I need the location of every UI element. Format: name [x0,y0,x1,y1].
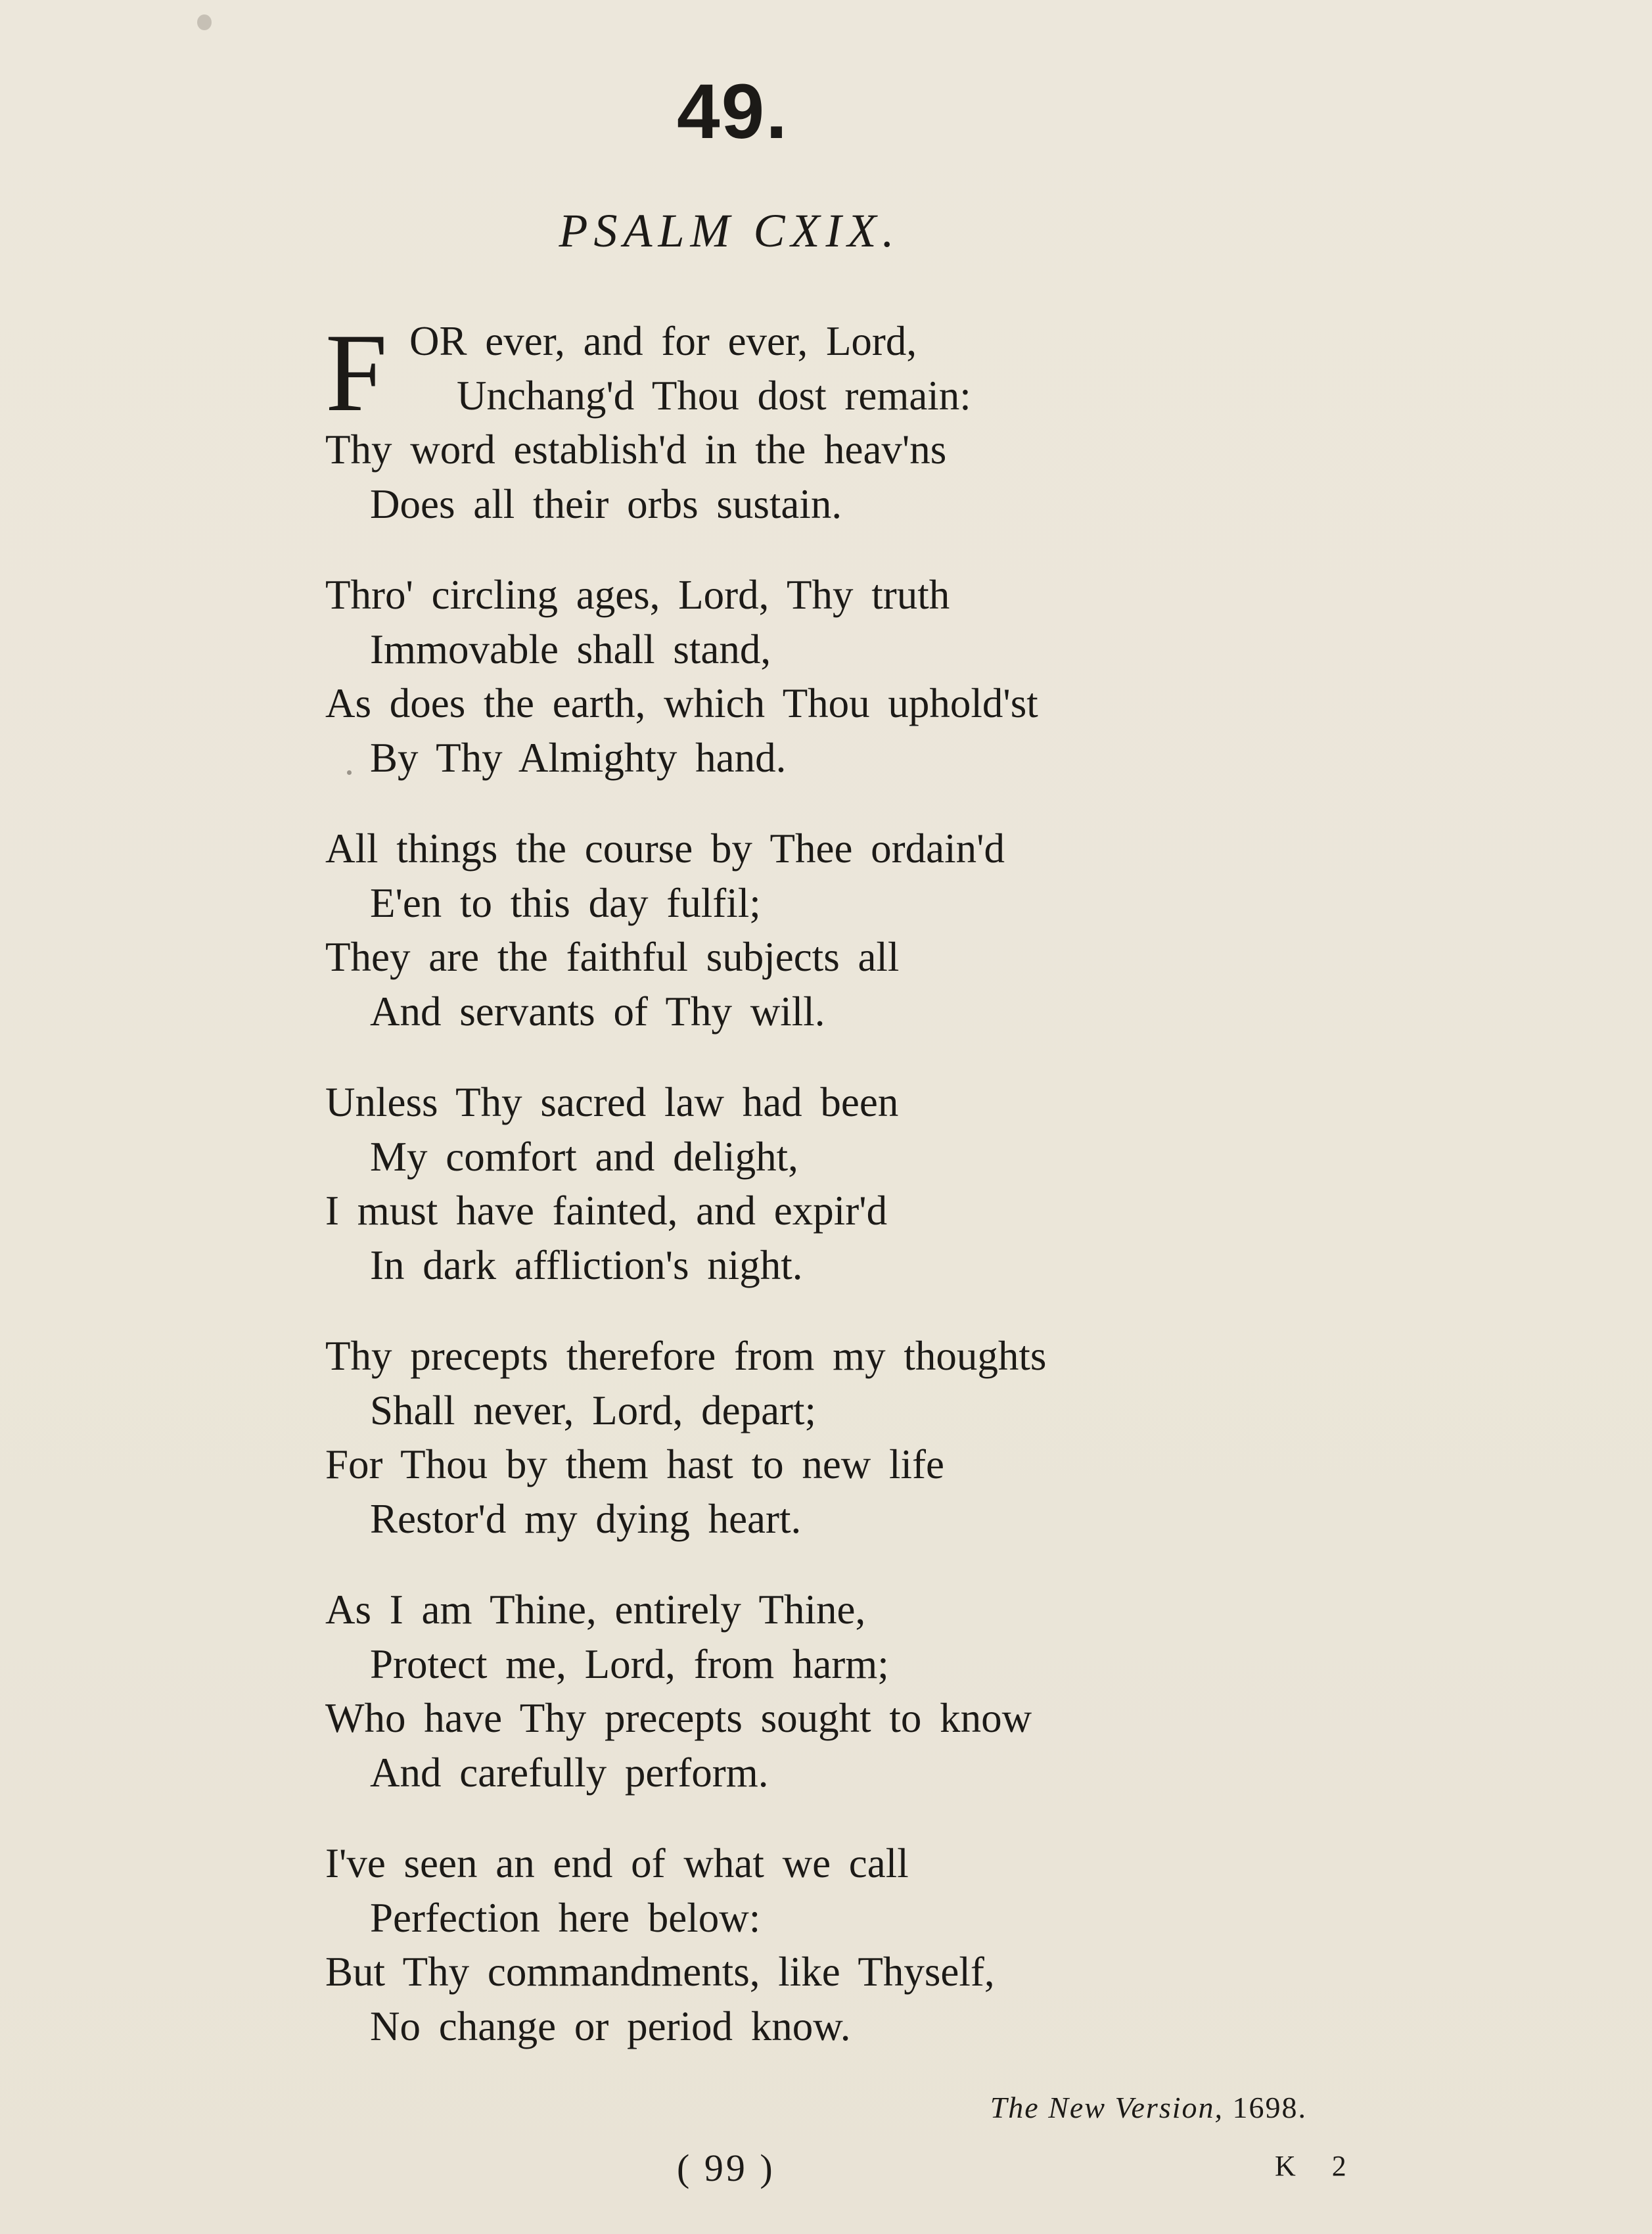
poem-line: Restor'd my dying heart. [370,1495,802,1542]
poem-line: I've seen an end of what we call [325,1840,909,1886]
poem-line: No change or period know. [370,2003,851,2049]
page-number: ( 99 ) [677,2147,775,2189]
poem-number: 49. [676,68,789,155]
stanza [325,822,1508,1038]
poem-line: In dark affliction's night. [370,1242,803,1288]
stanza [325,1329,1508,1546]
poem-line: Protect me, Lord, from harm; [370,1641,889,1687]
poem-line: Unchang'd Thou dost remain: [457,372,971,419]
source-credit [990,2090,1307,2125]
drop-cap: F [325,311,388,434]
stanza [325,311,1508,531]
credit-source: The New Version, [990,2091,1224,2124]
stanza [325,1583,1508,1800]
poem-line: OR ever, and for ever, Lord, [409,318,917,364]
signature-mark: K 2 [1275,2150,1361,2182]
poem-body [325,311,1508,2090]
poem-line: By Thy Almighty hand. [370,734,787,781]
poem-line: Immovable shall stand, [370,626,771,672]
poem-line: As I am Thine, entirely Thine, [325,1587,866,1633]
poem-line: As does the earth, which Thou uphold'st [325,680,1038,726]
stanza [325,1836,1508,2053]
poem-line: Shall never, Lord, depart; [370,1387,817,1433]
poem-line: But Thy commandments, like Thyself, [325,1949,995,1995]
poem-line: And carefully perform. [370,1749,769,1796]
poem-line: I must have fainted, and expir'd [325,1188,888,1234]
ink-speck [197,14,212,30]
poem-line: They are the faithful subjects all [325,934,900,980]
poem-line: For Thou by them hast to new life [325,1441,944,1487]
poem-line: Unless Thy sacred law had been [325,1079,899,1125]
stanza [325,568,1508,785]
credit-year: 1698. [1232,2091,1307,2124]
poem-line: All things the course by Thee ordain'd [325,826,1005,872]
poem-line: My comfort and delight, [370,1133,798,1180]
poem-line: E'en to this day fulfil; [370,879,761,926]
poem-line: Who have Thy precepts sought to know [325,1695,1032,1741]
poem-line: Thy word establish'd in the heav'ns [325,427,947,473]
poem-line: Thro' circling ages, Lord, Thy truth [325,572,950,618]
poem-title: PSALM CXIX. [559,204,900,257]
poem-line: Perfection here below: [370,1894,761,1941]
stanza [325,1075,1508,1292]
opening-lines [325,311,1508,434]
poem-line: Thy precepts therefore from my thoughts [325,1333,1047,1379]
poem-line: Does all their orbs sustain. [370,480,842,527]
poem-line: And servants of Thy will. [370,988,825,1035]
